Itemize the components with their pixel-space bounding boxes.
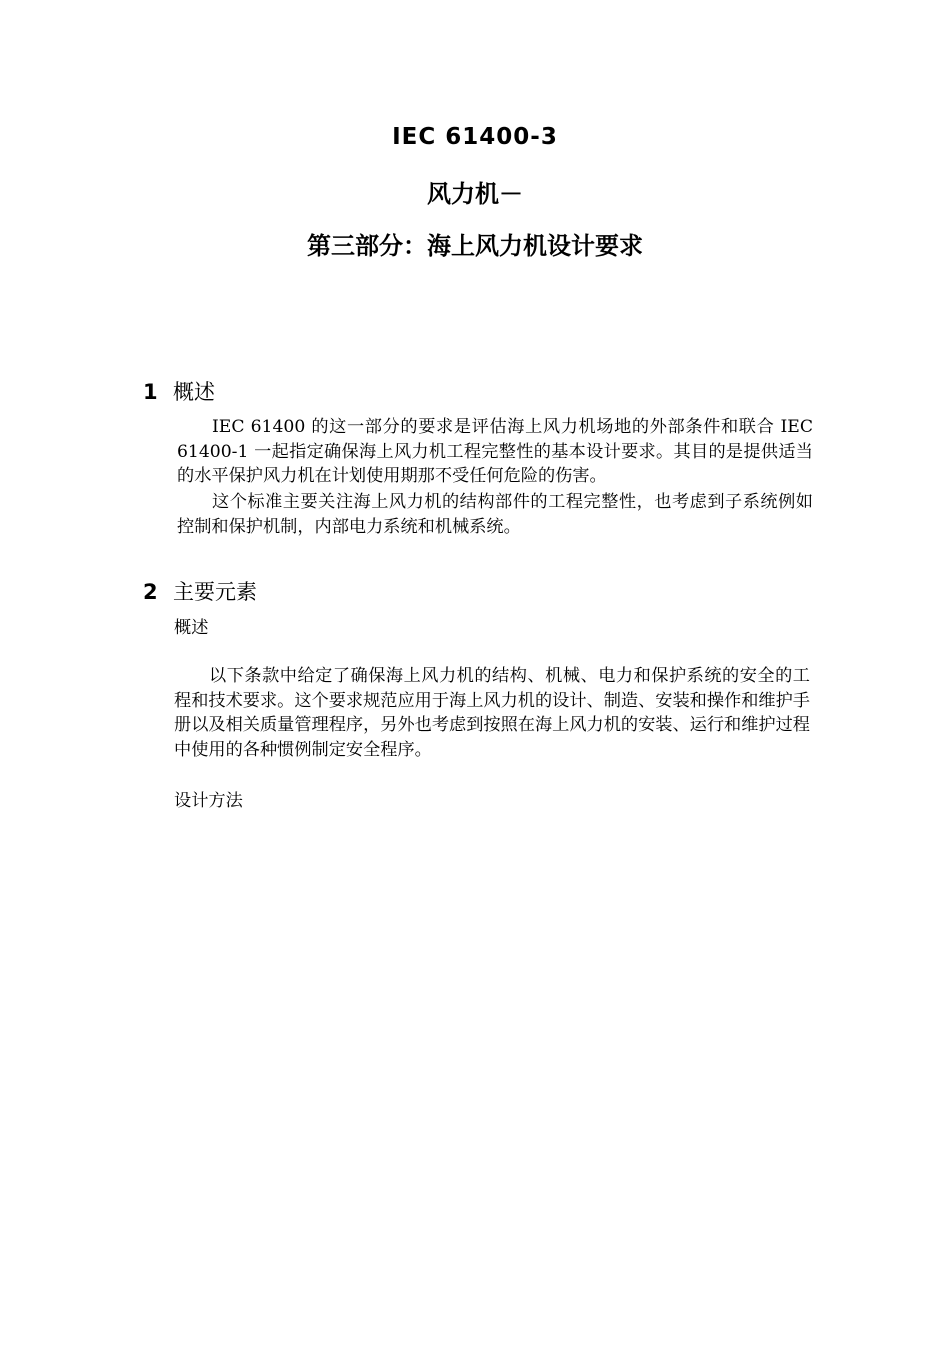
section-2-subheading-design-method: 设计方法 <box>174 791 243 811</box>
section-2-subheading-overview: 概述 <box>174 618 209 638</box>
section-1-paragraph-2: 这个标准主要关注海上风力机的结构部件的工程完整性，也考虑到子系统例如控制和保护机制，内部电力系统和机械系统。 <box>177 492 813 537</box>
section-2-paragraph: 以下条款中给定了确保海上风力机的结构、机械、电力和保护系统的安全的工程和技术要求。这个要求规范应用于海上风力机的设计、制造、安装和操作和维护手册以及相关质量管理程序，另外也考虑到按照在海上风力机的安装、运行和维护过程中使用的各种惯例制定安全程序。 <box>174 666 810 760</box>
section-1-paragraph-1: IEC 61400 的这一部分的要求是评估海上风力机场地的外部条件和联合 IEC 61400-1 一起指定确保海上风力机工程完整性的基本设计要求。其目的是提供适当的水平保护风力机在计划使用期那不受任何危险的伤害。 <box>177 417 813 486</box>
section-2-heading <box>143 576 257 606</box>
document-number: IEC 61400-3 <box>392 124 558 150</box>
section-1-number: 1 <box>143 380 158 404</box>
section-1-heading <box>143 376 215 406</box>
section-2-title: 主要元素 <box>173 580 257 604</box>
document-subtitle: 第三部分：海上风力机设计要求 <box>307 232 643 260</box>
section-2-number: 2 <box>143 580 158 604</box>
document-title: 风力机－ <box>427 180 523 208</box>
section-1-title: 概述 <box>173 380 215 404</box>
